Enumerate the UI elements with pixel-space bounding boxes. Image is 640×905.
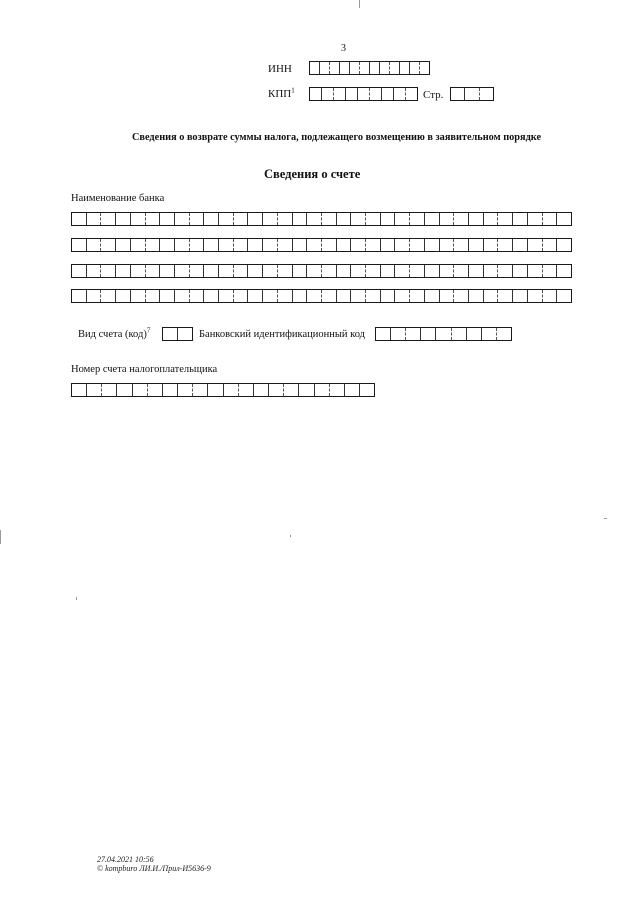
scan-speck	[0, 530, 1, 544]
char-cell[interactable]	[556, 265, 571, 277]
char-cell[interactable]	[365, 265, 380, 277]
inn-label: ИНН	[268, 63, 292, 75]
char-cell[interactable]	[292, 265, 307, 277]
char-cell[interactable]	[399, 62, 409, 74]
char-cell[interactable]	[394, 290, 409, 302]
footer-source: © kompburo ЛИ.И./Прил-И5636-9	[97, 864, 211, 873]
char-cell[interactable]	[162, 384, 177, 396]
char-cell[interactable]	[203, 290, 218, 302]
char-cell[interactable]	[409, 62, 419, 74]
char-cell[interactable]	[203, 213, 218, 225]
char-cell[interactable]	[389, 62, 399, 74]
char-cell[interactable]	[453, 265, 468, 277]
char-cell[interactable]	[329, 384, 344, 396]
char-cell[interactable]	[233, 213, 248, 225]
char-cell[interactable]	[497, 265, 512, 277]
account-title: Сведения о счете	[264, 167, 361, 181]
char-cell[interactable]	[419, 62, 429, 74]
char-cell[interactable]	[277, 213, 292, 225]
char-cell[interactable]	[145, 239, 160, 251]
char-cell[interactable]	[527, 265, 542, 277]
scan-speck	[359, 0, 360, 8]
char-cell[interactable]	[100, 239, 115, 251]
char-cell[interactable]	[468, 290, 483, 302]
char-cell[interactable]	[359, 384, 374, 396]
char-cell[interactable]	[321, 239, 336, 251]
char-cell[interactable]	[253, 384, 268, 396]
char-cell[interactable]	[238, 384, 253, 396]
char-cell[interactable]	[174, 239, 189, 251]
char-cell[interactable]	[394, 239, 409, 251]
char-cell[interactable]	[336, 290, 351, 302]
char-cell[interactable]	[177, 328, 192, 340]
char-cell[interactable]	[394, 213, 409, 225]
char-cell[interactable]	[556, 290, 571, 302]
char-cell[interactable]	[496, 328, 511, 340]
account-type-field[interactable]	[162, 327, 193, 341]
char-cell[interactable]	[453, 239, 468, 251]
char-cell[interactable]	[439, 213, 454, 225]
char-cell[interactable]	[435, 328, 450, 340]
footer-timestamp: 27.04.2021 10:56	[97, 855, 154, 864]
char-cell[interactable]	[189, 239, 204, 251]
char-cell[interactable]	[292, 213, 307, 225]
kpp-field[interactable]	[309, 87, 418, 101]
char-cell[interactable]	[218, 213, 233, 225]
char-cell[interactable]	[72, 213, 86, 225]
char-cell[interactable]	[336, 265, 351, 277]
char-cell[interactable]	[116, 384, 131, 396]
char-cell[interactable]	[527, 239, 542, 251]
char-cell[interactable]	[145, 213, 160, 225]
char-cell[interactable]	[468, 239, 483, 251]
char-cell[interactable]	[556, 213, 571, 225]
char-cell[interactable]	[453, 290, 468, 302]
char-cell[interactable]	[349, 62, 359, 74]
char-cell[interactable]	[306, 213, 321, 225]
char-cell[interactable]	[380, 265, 395, 277]
char-cell[interactable]	[321, 88, 333, 100]
char-cell[interactable]	[451, 328, 466, 340]
char-cell[interactable]	[394, 265, 409, 277]
char-cell[interactable]	[542, 239, 557, 251]
char-cell[interactable]	[393, 88, 405, 100]
char-cell[interactable]	[145, 265, 160, 277]
char-cell[interactable]	[283, 384, 298, 396]
page-label: Стр.	[423, 89, 444, 101]
char-cell[interactable]	[174, 290, 189, 302]
char-cell[interactable]	[72, 384, 86, 396]
char-cell[interactable]	[468, 213, 483, 225]
char-cell[interactable]	[527, 290, 542, 302]
char-cell[interactable]	[321, 265, 336, 277]
char-cell[interactable]	[277, 290, 292, 302]
char-cell[interactable]	[512, 265, 527, 277]
char-cell[interactable]	[497, 213, 512, 225]
char-cell[interactable]	[350, 290, 365, 302]
char-cell[interactable]	[115, 265, 130, 277]
char-cell[interactable]	[292, 290, 307, 302]
char-cell[interactable]	[336, 213, 351, 225]
char-cell[interactable]	[72, 290, 86, 302]
char-cell[interactable]	[451, 88, 464, 100]
scan-speck	[76, 597, 77, 600]
char-cell[interactable]	[497, 290, 512, 302]
char-cell[interactable]	[189, 213, 204, 225]
char-cell[interactable]	[247, 265, 262, 277]
char-cell[interactable]	[115, 213, 130, 225]
char-cell[interactable]	[466, 328, 481, 340]
char-cell[interactable]	[115, 239, 130, 251]
inn-field[interactable]	[309, 61, 430, 75]
char-cell[interactable]	[262, 213, 277, 225]
char-cell[interactable]	[420, 328, 435, 340]
char-cell[interactable]	[483, 265, 498, 277]
char-cell[interactable]	[247, 290, 262, 302]
char-cell[interactable]	[405, 328, 420, 340]
bank-name-row-3[interactable]	[71, 264, 572, 278]
char-cell[interactable]	[159, 239, 174, 251]
char-cell[interactable]	[329, 62, 339, 74]
char-cell[interactable]	[262, 239, 277, 251]
char-cell[interactable]	[464, 88, 478, 100]
char-cell[interactable]	[527, 213, 542, 225]
scan-speck	[604, 518, 607, 519]
char-cell[interactable]	[233, 239, 248, 251]
bank-name-label: Наименование банка	[71, 193, 165, 204]
char-cell[interactable]	[336, 239, 351, 251]
char-cell[interactable]	[409, 290, 424, 302]
char-cell[interactable]	[100, 213, 115, 225]
char-cell[interactable]	[100, 265, 115, 277]
char-cell[interactable]	[369, 88, 381, 100]
char-cell[interactable]	[424, 213, 439, 225]
char-cell[interactable]	[453, 213, 468, 225]
char-cell[interactable]	[72, 239, 86, 251]
char-cell[interactable]	[439, 265, 454, 277]
char-cell[interactable]	[424, 239, 439, 251]
char-cell[interactable]	[409, 239, 424, 251]
char-cell[interactable]	[192, 384, 207, 396]
char-cell[interactable]	[163, 328, 177, 340]
char-cell[interactable]	[203, 265, 218, 277]
taxpayer-account-field[interactable]	[71, 383, 375, 397]
bic-label: Банковский идентификационный код	[199, 329, 366, 340]
char-cell[interactable]	[86, 213, 101, 225]
taxpayer-account-label: Номер счета налогоплательщика	[71, 364, 218, 375]
char-cell[interactable]	[262, 265, 277, 277]
char-cell[interactable]	[130, 213, 145, 225]
char-cell[interactable]	[268, 384, 283, 396]
char-cell[interactable]	[339, 62, 349, 74]
char-cell[interactable]	[115, 290, 130, 302]
char-cell[interactable]	[306, 239, 321, 251]
char-cell[interactable]	[306, 290, 321, 302]
char-cell[interactable]	[381, 88, 393, 100]
char-cell[interactable]	[218, 265, 233, 277]
char-cell[interactable]	[130, 265, 145, 277]
char-cell[interactable]	[483, 239, 498, 251]
char-cell[interactable]	[189, 290, 204, 302]
char-cell[interactable]	[376, 328, 390, 340]
char-cell[interactable]	[147, 384, 162, 396]
char-cell[interactable]	[145, 290, 160, 302]
char-cell[interactable]	[310, 62, 319, 74]
char-cell[interactable]	[203, 239, 218, 251]
char-cell[interactable]	[350, 265, 365, 277]
char-cell[interactable]	[218, 290, 233, 302]
char-cell[interactable]	[100, 290, 115, 302]
account-type-label	[78, 326, 151, 340]
char-cell[interactable]	[174, 265, 189, 277]
char-cell[interactable]	[481, 328, 496, 340]
char-cell[interactable]	[542, 213, 557, 225]
char-cell[interactable]	[292, 239, 307, 251]
char-cell[interactable]	[86, 265, 101, 277]
char-cell[interactable]	[310, 88, 321, 100]
char-cell[interactable]	[321, 290, 336, 302]
char-cell[interactable]	[321, 213, 336, 225]
char-cell[interactable]	[379, 62, 389, 74]
char-cell[interactable]	[277, 239, 292, 251]
char-cell[interactable]	[101, 384, 116, 396]
char-cell[interactable]	[233, 265, 248, 277]
char-cell[interactable]	[218, 239, 233, 251]
char-cell[interactable]	[350, 213, 365, 225]
char-cell[interactable]	[380, 239, 395, 251]
char-cell[interactable]	[277, 265, 292, 277]
char-cell[interactable]	[72, 265, 86, 277]
page-number-field[interactable]	[450, 87, 494, 101]
char-cell[interactable]	[424, 290, 439, 302]
char-cell[interactable]	[468, 265, 483, 277]
char-cell[interactable]	[189, 265, 204, 277]
char-cell[interactable]	[512, 290, 527, 302]
char-cell[interactable]	[359, 62, 369, 74]
char-cell[interactable]	[333, 88, 345, 100]
char-cell[interactable]	[345, 88, 357, 100]
char-cell[interactable]	[262, 290, 277, 302]
char-cell[interactable]	[556, 239, 571, 251]
char-cell[interactable]	[314, 384, 329, 396]
account-type-footnote: 7	[146, 326, 151, 335]
char-cell[interactable]	[409, 213, 424, 225]
char-cell[interactable]	[306, 265, 321, 277]
char-cell[interactable]	[542, 265, 557, 277]
char-cell[interactable]	[298, 384, 313, 396]
bic-field[interactable]	[375, 327, 512, 341]
char-cell[interactable]	[365, 213, 380, 225]
char-cell[interactable]	[483, 213, 498, 225]
char-cell[interactable]	[344, 384, 359, 396]
char-cell[interactable]	[86, 239, 101, 251]
char-cell[interactable]	[357, 88, 369, 100]
char-cell[interactable]	[542, 290, 557, 302]
char-cell[interactable]	[369, 62, 379, 74]
char-cell[interactable]	[177, 384, 192, 396]
char-cell[interactable]	[479, 88, 493, 100]
char-cell[interactable]	[130, 290, 145, 302]
char-cell[interactable]	[512, 213, 527, 225]
char-cell[interactable]	[159, 290, 174, 302]
char-cell[interactable]	[365, 239, 380, 251]
account-type-label-text: Вид счета (код)	[78, 329, 147, 340]
char-cell[interactable]	[159, 265, 174, 277]
char-cell[interactable]	[380, 213, 395, 225]
scan-speck	[290, 535, 291, 537]
char-cell[interactable]	[405, 88, 417, 100]
char-cell[interactable]	[159, 213, 174, 225]
bank-name-row-1[interactable]	[71, 212, 572, 226]
kpp-footnote: 1	[291, 86, 295, 95]
section-title: Сведения о возврате суммы налога, подлежащего возмещению в заявительном порядке	[132, 132, 542, 143]
char-cell[interactable]	[223, 384, 238, 396]
char-cell[interactable]	[350, 239, 365, 251]
bank-name-row-2[interactable]	[71, 238, 572, 252]
bank-name-row-4[interactable]	[71, 289, 572, 303]
page-number: 3	[341, 43, 346, 54]
char-cell[interactable]	[380, 290, 395, 302]
kpp-label	[268, 88, 295, 100]
char-cell[interactable]	[132, 384, 147, 396]
char-cell[interactable]	[247, 213, 262, 225]
char-cell[interactable]	[86, 384, 101, 396]
char-cell[interactable]	[174, 213, 189, 225]
char-cell[interactable]	[365, 290, 380, 302]
kpp-label-text: КПП	[268, 88, 292, 100]
char-cell[interactable]	[319, 62, 329, 74]
char-cell[interactable]	[409, 265, 424, 277]
char-cell[interactable]	[424, 265, 439, 277]
char-cell[interactable]	[233, 290, 248, 302]
char-cell[interactable]	[483, 290, 498, 302]
char-cell[interactable]	[207, 384, 222, 396]
char-cell[interactable]	[247, 239, 262, 251]
char-cell[interactable]	[497, 239, 512, 251]
char-cell[interactable]	[439, 239, 454, 251]
char-cell[interactable]	[512, 239, 527, 251]
char-cell[interactable]	[86, 290, 101, 302]
char-cell[interactable]	[390, 328, 405, 340]
char-cell[interactable]	[439, 290, 454, 302]
char-cell[interactable]	[130, 239, 145, 251]
